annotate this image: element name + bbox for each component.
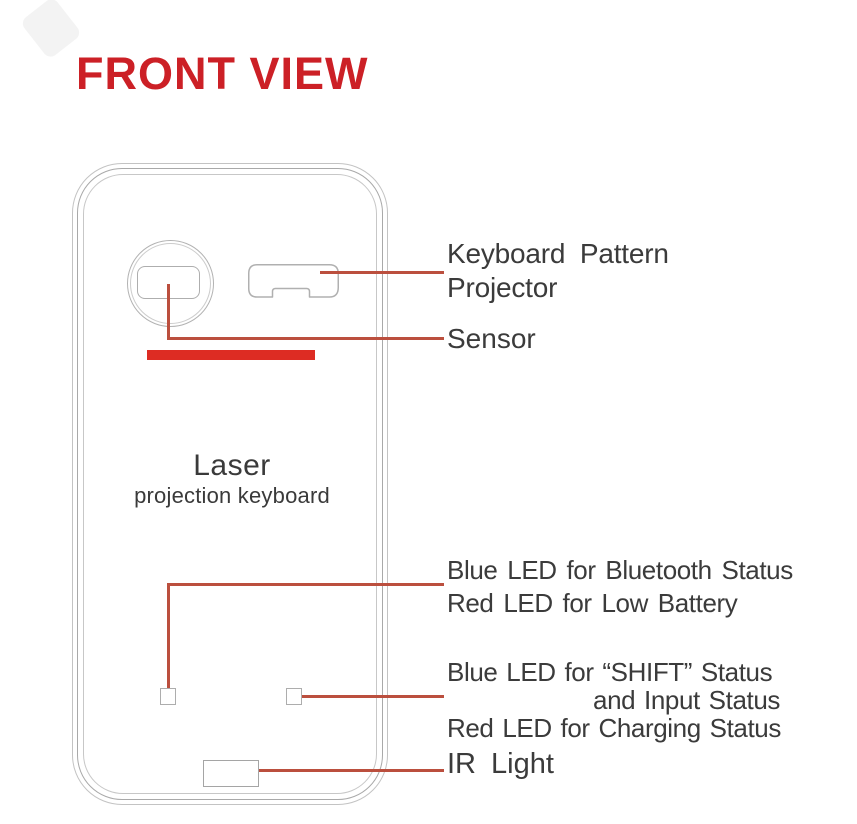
device-body-text <box>102 449 362 509</box>
leader-line-led2 <box>301 695 444 698</box>
leader-line-projector <box>320 271 444 274</box>
device-name-line1: Laser <box>193 449 271 482</box>
label-ir-light: IR Light <box>447 748 554 780</box>
projector-window-shape <box>248 264 339 298</box>
red-laser-bar <box>147 350 315 360</box>
label-keyboard-pattern-projector <box>447 237 669 305</box>
label-projector-line2: Projector <box>447 272 558 303</box>
label-led-group2 <box>447 658 796 742</box>
ir-light-window <box>203 760 259 787</box>
leader-line-ir <box>251 769 444 772</box>
label-sensor: Sensor <box>447 323 536 354</box>
label-led2-blue: Blue LED for “SHIFT” Status <box>447 657 773 687</box>
leader-line-sensor-horizontal <box>167 337 444 340</box>
label-led-group1 <box>447 554 793 620</box>
leader-line-led1-horizontal <box>167 583 444 586</box>
led-window-bluetooth-battery <box>160 688 176 705</box>
label-projector-line1: Keyboard Pattern <box>447 238 669 269</box>
label-led1-red: Red LED for Low Battery <box>447 588 738 618</box>
led-window-shift-charging <box>286 688 302 705</box>
device-name-line2: projection keyboard <box>134 483 330 508</box>
label-led2-red: Red LED for Charging Status <box>447 713 781 743</box>
label-led1-blue: Blue LED for Bluetooth Status <box>447 555 793 585</box>
leader-line-led1-vertical <box>167 583 170 689</box>
label-led2-input: and Input Status <box>593 685 780 715</box>
watermark-smudge <box>20 0 83 60</box>
leader-line-sensor-vertical <box>167 284 170 340</box>
page-title: FRONT VIEW <box>76 48 369 99</box>
